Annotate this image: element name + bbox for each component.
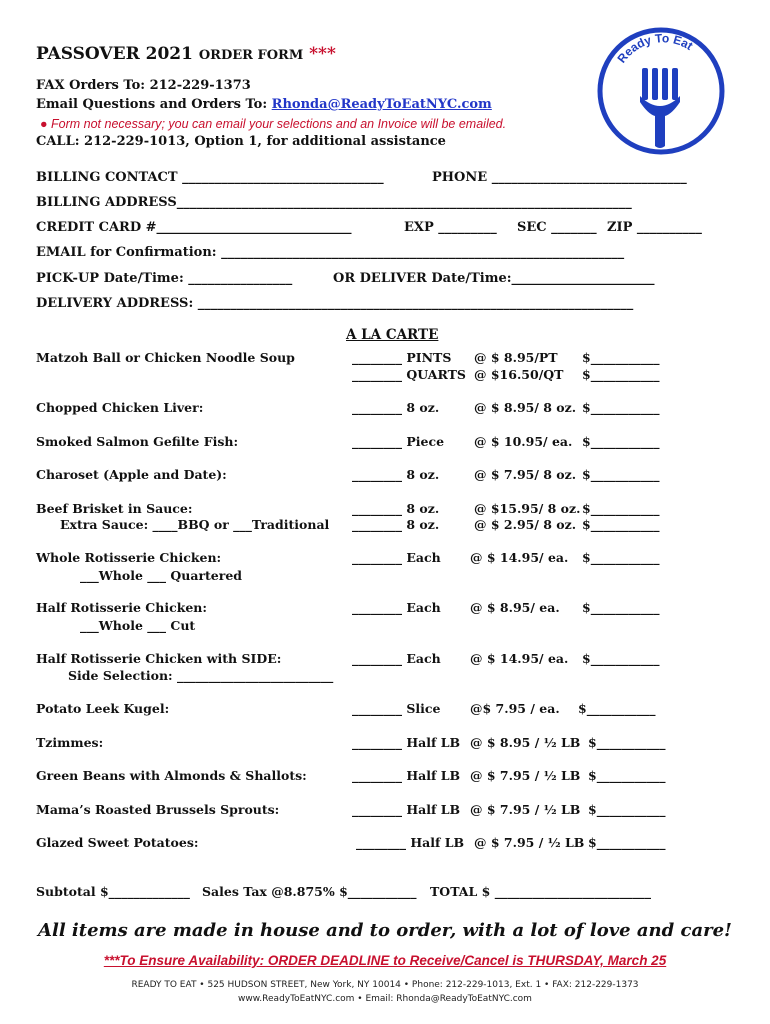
delivery-address-field[interactable]: DELIVERY ADDRESS: ___________________________________________________________________ [36, 296, 634, 311]
billing-contact-field[interactable]: BILLING CONTACT _______________________________ [36, 170, 384, 185]
item-total[interactable]: $___________ [582, 550, 660, 565]
item-qty[interactable]: ________ 8 oz. [352, 501, 440, 516]
item-total[interactable]: $___________ [582, 367, 660, 382]
title-stars: *** [309, 44, 336, 64]
title-order-form: ORDER FORM [198, 48, 304, 63]
credit-card-field[interactable]: CREDIT CARD #______________________________ [36, 220, 352, 235]
item-name: Half Rotisserie Chicken with SIDE: [36, 651, 282, 666]
item-name: Mama’s Roasted Brussels Sprouts: [36, 802, 280, 817]
page-title [36, 44, 336, 64]
sec-field[interactable]: SEC _______ [517, 220, 597, 235]
item-total[interactable]: $___________ [578, 701, 656, 716]
item-sub[interactable]: Side Selection: _________________________ [68, 668, 334, 683]
item-total[interactable]: $___________ [582, 600, 660, 615]
item-total[interactable]: $___________ [582, 350, 660, 365]
zip-field[interactable]: ZIP __________ [607, 220, 702, 235]
item-price: @ $16.50/QT [474, 367, 564, 382]
item-total[interactable]: $___________ [582, 517, 660, 532]
item-total[interactable]: $___________ [582, 651, 660, 666]
item-name: Whole Rotisserie Chicken: [36, 550, 222, 565]
tagline: All items are made in house and to order, with a lot of love and care! [38, 920, 732, 941]
item-name: Smoked Salmon Gefilte Fish: [36, 434, 239, 449]
item-name: Glazed Sweet Potatoes: [36, 835, 199, 850]
item-name: Half Rotisserie Chicken: [36, 600, 208, 615]
email-line [36, 97, 492, 112]
item-qty[interactable]: ________ QUARTS [352, 367, 466, 382]
item-qty[interactable]: ________ Half LB [352, 735, 461, 750]
item-total[interactable]: $___________ [582, 400, 660, 415]
deliver-field[interactable]: OR DELIVER Date/Time:______________________ [333, 271, 655, 286]
form-note: ● Form not necessary; you can email your selections and an Invoice will be emailed. [40, 117, 507, 131]
item-price: @ $ 8.95/ 8 oz. [474, 400, 577, 415]
section-title: A LA CARTE [346, 327, 439, 343]
item-total[interactable]: $___________ [588, 735, 666, 750]
title-main: PASSOVER 2021 [36, 44, 193, 64]
item-qty[interactable]: ________ Each [352, 550, 441, 565]
item-name: Tzimmes: [36, 735, 104, 750]
item-total[interactable]: $___________ [582, 434, 660, 449]
item-qty[interactable]: ________ Piece [352, 434, 445, 449]
item-sub[interactable]: ___Whole ___ Cut [80, 618, 196, 633]
total-field[interactable]: TOTAL $ _________________________ [430, 884, 651, 899]
item-name: Matzoh Ball or Chicken Noodle Soup [36, 350, 295, 365]
item-sub[interactable]: ___Whole ___ Quartered [80, 568, 243, 583]
item-qty[interactable]: ________ Slice [352, 701, 441, 716]
footer-address: READY TO EAT • 525 HUDSON STREET, New York, NY 10014 • Phone: 212-229-1013, Ext. 1 • FAX: 212-229-1373 [131, 980, 639, 990]
subtotal-field[interactable]: Subtotal $_____________ [36, 884, 190, 899]
fork-icon [640, 68, 680, 148]
item-price: @ $ 7.95 / ½ LB [474, 835, 585, 850]
footer-contact: www.ReadyToEatNYC.com • Email: Rhonda@ReadyToEatNYC.com [238, 994, 532, 1004]
item-qty[interactable]: ________ PINTS [352, 350, 452, 365]
item-qty[interactable]: ________ 8 oz. [352, 517, 440, 532]
item-qty[interactable]: ________ Each [352, 600, 441, 615]
item-name: Green Beans with Almonds & Shallots: [36, 768, 307, 783]
billing-address-field[interactable]: BILLING ADDRESS______________________________________________________________________ [36, 195, 632, 210]
item-name: Beef Brisket in Sauce: [36, 501, 193, 516]
item-price: @ $ 2.95/ 8 oz. [474, 517, 577, 532]
item-name: Chopped Chicken Liver: [36, 400, 204, 415]
item-total[interactable]: $___________ [582, 467, 660, 482]
item-qty[interactable]: ________ Half LB [352, 768, 461, 783]
item-qty[interactable]: ________ Half LB [356, 835, 465, 850]
email-link[interactable]: Rhonda@ReadyToEatNYC.com [271, 97, 492, 112]
item-total[interactable]: $___________ [582, 501, 660, 516]
item-price: @$ 7.95 / ea. [470, 701, 560, 716]
logo-text: Ready To Eat [614, 31, 696, 66]
item-qty[interactable]: ________ 8 oz. [352, 400, 440, 415]
email-label: Email Questions and Orders To: [36, 97, 268, 112]
item-price: @ $ 7.95 / ½ LB [470, 768, 581, 783]
sales-tax-field[interactable]: Sales Tax @8.875% $___________ [202, 884, 417, 899]
call-line: CALL: 212-229-1013, Option 1, for additional assistance [36, 134, 446, 149]
item-price: @ $ 8.95 / ½ LB [470, 735, 581, 750]
item-sub[interactable]: Extra Sauce: ____BBQ or ___Traditional [60, 517, 330, 532]
item-price: @ $ 14.95/ ea. [470, 651, 569, 666]
exp-field[interactable]: EXP _________ [404, 220, 497, 235]
fax-line: FAX Orders To: 212-229-1373 [36, 78, 251, 93]
item-price: @ $15.95/ 8 oz. [474, 501, 581, 516]
item-price: @ $ 10.95/ ea. [474, 434, 573, 449]
item-qty[interactable]: ________ 8 oz. [352, 467, 440, 482]
item-name: Charoset (Apple and Date): [36, 467, 227, 482]
phone-field[interactable]: PHONE ______________________________ [432, 170, 687, 185]
item-price: @ $ 8.95/PT [474, 350, 558, 365]
ready-to-eat-logo [594, 24, 728, 158]
item-total[interactable]: $___________ [588, 768, 666, 783]
item-price: @ $ 7.95/ 8 oz. [474, 467, 577, 482]
item-name: Potato Leek Kugel: [36, 701, 170, 716]
item-price: @ $ 14.95/ ea. [470, 550, 569, 565]
item-total[interactable]: $___________ [588, 835, 666, 850]
email-confirmation-field[interactable]: EMAIL for Confirmation: ______________________________________________________________ [36, 245, 625, 260]
item-qty[interactable]: ________ Half LB [352, 802, 461, 817]
item-qty[interactable]: ________ Each [352, 651, 441, 666]
pickup-field[interactable]: PICK-UP Date/Time: ________________ [36, 271, 293, 286]
item-price: @ $ 8.95/ ea. [470, 600, 560, 615]
order-deadline: ***To Ensure Availability: ORDER DEADLINE to Receive/Cancel is THURSDAY, March 25 [103, 953, 667, 968]
item-total[interactable]: $___________ [588, 802, 666, 817]
item-price: @ $ 7.95 / ½ LB [470, 802, 581, 817]
